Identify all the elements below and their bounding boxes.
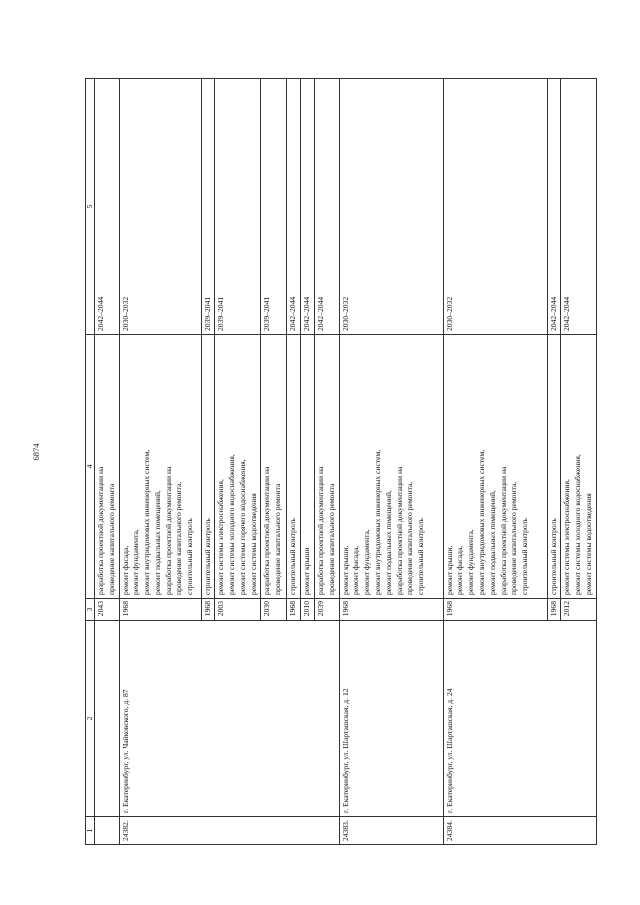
header-col-5: 5: [86, 79, 95, 335]
table-row: [339, 79, 443, 845]
work-item: ремонт крыши,: [444, 545, 454, 595]
work-item: ремонт подвальных помещений,: [152, 490, 162, 595]
works-cell: [201, 335, 215, 599]
works-cell: [287, 335, 301, 599]
works-cell: [261, 335, 287, 599]
table-row: [95, 79, 120, 845]
row-number-cell: [95, 817, 120, 845]
header-col-3: 3: [86, 599, 95, 621]
address-cell: г. Екатеринбург, ул. Шарташская, д. 24: [443, 621, 596, 817]
work-item: ремонт крыши,: [340, 545, 350, 595]
work-item: ремонт системы электроснабжения,: [562, 479, 572, 595]
period-cell: 2030–2032: [339, 79, 443, 335]
work-item: ремонт фундамента,: [362, 529, 372, 595]
header-col-2: 2: [86, 621, 95, 817]
year-cell: 1968: [443, 599, 547, 621]
table-row: [443, 79, 547, 845]
table-header-row: [86, 79, 95, 845]
header-col-1: 1: [86, 817, 95, 845]
rotated-table-container: [85, 79, 593, 845]
works-cell: [95, 335, 120, 599]
period-cell: 2042–2044: [95, 79, 120, 335]
work-item: проведение капитального ремонта: [106, 483, 116, 595]
works-cell: [215, 335, 261, 599]
period-cell: 2042–2044: [301, 79, 315, 335]
works-cell: [301, 335, 315, 599]
row-number-cell: 24382.: [119, 817, 339, 845]
year-cell: 2030: [261, 599, 287, 621]
period-cell: 2042–2044: [561, 79, 596, 335]
work-item: ремонт системы холодного водоснабжения,: [573, 454, 583, 595]
work-item: ремонт фундамента,: [466, 529, 476, 595]
work-item: разработка проектной документации на: [394, 466, 404, 595]
work-item: проведение капитального ремонта: [326, 483, 336, 595]
works-cell: [339, 335, 443, 599]
work-item: строительный контроль: [416, 518, 426, 595]
works-cell: [561, 335, 596, 599]
work-item: ремонт фасада,: [351, 545, 361, 595]
work-item: проведение капитального ремонта,: [405, 481, 415, 595]
year-cell: 1968: [547, 599, 561, 621]
work-item: строительный контроль: [185, 518, 195, 595]
period-cell: 2030–2032: [443, 79, 547, 335]
work-item: строительный контроль: [548, 518, 558, 595]
work-item: ремонт внутридомовых инженерных систем,: [476, 449, 486, 595]
header-col-4: 4: [86, 335, 95, 599]
work-item: ремонт фасада,: [455, 545, 465, 595]
table-body: [95, 79, 597, 845]
work-item: ремонт внутридомовых инженерных систем,: [372, 449, 382, 595]
work-item: ремонт системы электроснабжения,: [216, 479, 226, 595]
row-number-cell: 24384.: [443, 817, 596, 845]
work-item: ремонт подвальных помещений,: [487, 490, 497, 595]
work-item: разработка проектной документации на: [163, 466, 173, 595]
period-cell: 2042–2044: [287, 79, 301, 335]
work-item: строительный контроль: [520, 518, 530, 595]
work-item: разработка проектной документации на: [96, 466, 105, 595]
period-cell: 2030–2032: [119, 79, 201, 335]
work-item: разработка проектной документации на: [262, 466, 272, 595]
work-item: проведение капитального ремонта,: [174, 481, 184, 595]
year-cell: 1968: [119, 599, 201, 621]
work-item: ремонт подвальных помещений,: [383, 490, 393, 595]
page-number-text: 6874: [31, 443, 41, 461]
year-cell: 2003: [215, 599, 261, 621]
address-cell: г. Екатеринбург, ул. Чайковского, д. 87: [119, 621, 339, 817]
year-cell: 2039: [315, 599, 340, 621]
year-cell: 1968: [201, 599, 215, 621]
work-item: ремонт системы горячего водоснабжения,: [237, 459, 247, 595]
work-item: проведение капитального ремонта,: [509, 481, 519, 595]
period-cell: 2042–2044: [315, 79, 340, 335]
year-cell: 1968: [339, 599, 443, 621]
work-item: проведение капитального ремонта: [273, 483, 283, 595]
work-item: ремонт системы водоотведения: [583, 493, 593, 595]
row-number-cell: 24383.: [339, 817, 443, 845]
work-item: строительный контроль: [202, 518, 212, 595]
work-item: ремонт фундамента,: [131, 529, 141, 595]
work-item: ремонт фасада,: [120, 545, 130, 595]
year-cell: 1968: [287, 599, 301, 621]
work-item: разработка проектной документации на: [316, 466, 326, 595]
works-cell: [547, 335, 561, 599]
work-item: ремонт системы водоотведения: [248, 493, 258, 595]
works-cell: [119, 335, 201, 599]
period-cell: 2039–2041: [215, 79, 261, 335]
period-cell: 2039–2041: [201, 79, 215, 335]
year-cell: 2043: [95, 599, 120, 621]
year-cell: 2012: [561, 599, 596, 621]
year-cell: 2010: [301, 599, 315, 621]
work-item: строительный контроль: [288, 518, 298, 595]
period-cell: 2042–2044: [547, 79, 561, 335]
works-cell: [315, 335, 340, 599]
capital-repair-table: [85, 78, 597, 845]
address-cell: [95, 621, 120, 817]
table-row: [119, 79, 201, 845]
period-cell: 2039–2041: [261, 79, 287, 335]
work-item: ремонт крыши: [302, 547, 312, 595]
work-item: ремонт внутридомовых инженерных систем,: [142, 449, 152, 595]
work-item: разработка проектной документации на: [498, 466, 508, 595]
works-cell: [443, 335, 547, 599]
address-cell: г. Екатеринбург, ул. Шарташская, д. 12: [339, 621, 443, 817]
work-item: ремонт системы холодного водоснабжения,: [227, 454, 237, 595]
